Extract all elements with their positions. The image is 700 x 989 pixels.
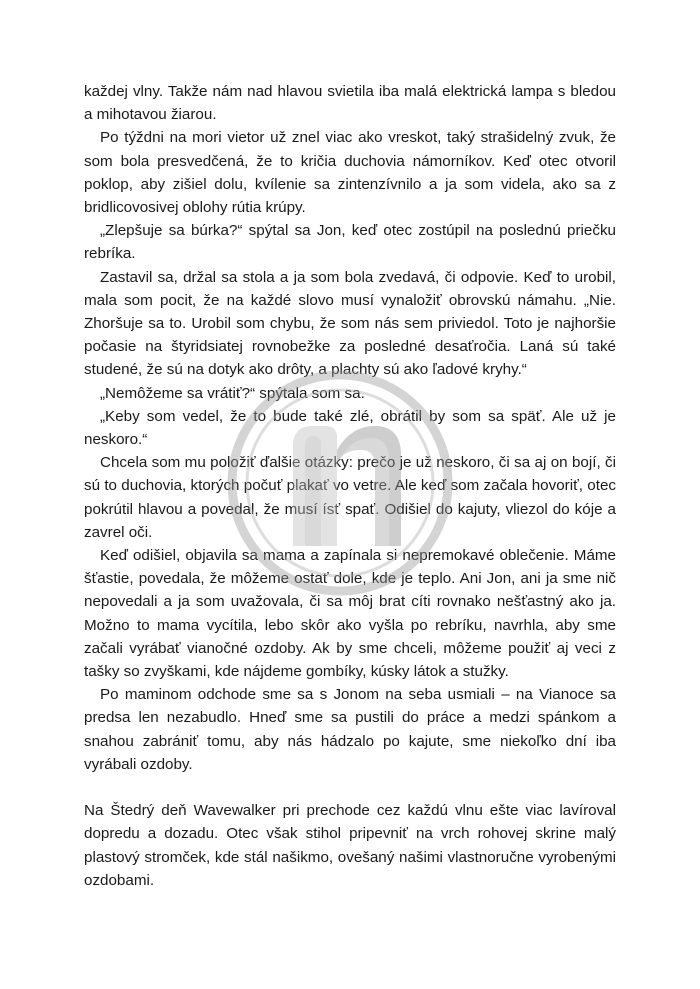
paragraph-10: Na Štedrý deň Wavewalker pri prechode cez každú vlnu ešte viac lavíroval dopredu a dozadu. Otec však stihol pripevniť na vrch rohovej skrine malý plastový stromček, kde stál našikmo, ovešaný našimi vlastnoručne vyrobenými ozdobami.: [84, 802, 616, 889]
body-text: [84, 80, 616, 892]
paragraph-3: „Zlepšuje sa búrka?“ spýtal sa Jon, keď otec zostúpil na poslednú priečku rebríka.: [84, 222, 616, 263]
paragraph-8: Keď odišiel, objavila sa mama a zapínala si nepremokavé oblečenie. Máme šťastie, povedala, že môžeme ostať dole, kde je teplo. Ani Jon, ani ja sme nič nepovedali a ja som uvažovala, či sa môj brat cíti rovnako nešťastný ako ja. Možno to mama vycítila, lebo skôr ako vyšla po rebríku, navrhla, aby sme začali vyrábať vianočné ozdoby. Ak by sme chceli, môžeme použiť aj veci z tašky so zvyškami, kde nájdeme gombíky, kúsky látok a stužky.: [84, 547, 616, 681]
paragraph-1: každej vlny. Takže nám nad hlavou svietila iba malá elektrická lampa s bledou a mihotavou žiarou.: [84, 83, 616, 124]
paragraph-7: Chcela som mu položiť ďalšie otázky: prečo je už neskoro, či sa aj on bojí, či sú to duchovia, ktorých počuť plakať vo vetre. Ale keď som začala hovoriť, otec pokrútil hlavou a povedal, že musí ísť spať. Odišiel do kajuty, vliezol do kóje a zavrel oči.: [84, 454, 616, 541]
paragraph-2: Po týždni na mori vietor už znel viac ako vreskot, taký strašidelný zvuk, že som bola presvedčená, že to kričia duchovia námorníkov. Keď otec otvoril poklop, aby zišiel dolu, kvílenie sa zintenzívnilo a ja som videla, ako sa z bridlicovosivej oblohy rútia krúpy.: [84, 129, 616, 217]
paragraph-5: „Nemôžeme sa vrátiť?“ spýtala som sa.: [100, 384, 365, 402]
paragraph-4: Zastavil sa, držal sa stola a ja som bola zvedavá, či odpovie. Keď to urobil, mala som pocit, že na každé slovo musí vynaložiť obrovskú námahu. „Nie. Zhoršuje sa to. Urobil som chybu, že som nás sem priviedol. Toto je najhoršie počasie na štyridsiatej rovnobežke za posledné desaťročia. Laná sú také studené, že sú na dotyk ako drôty, a plachty sú ako ľadové kryhy.“: [84, 268, 616, 379]
paragraph-9: Po maminom odchode sme sa s Jonom na seba usmiali – na Vianoce sa predsa len nezabudlo. Hneď sme sa pustili do práce a medzi spánkom a snahou zabrániť tomu, aby nás hádzalo po kajute, sme niekoľko dní iba vyrábali ozdoby.: [84, 686, 616, 773]
paragraph-6: „Keby som vedel, že to bude také zlé, obrátil by som sa späť. Ale už je neskoro.“: [84, 407, 616, 449]
